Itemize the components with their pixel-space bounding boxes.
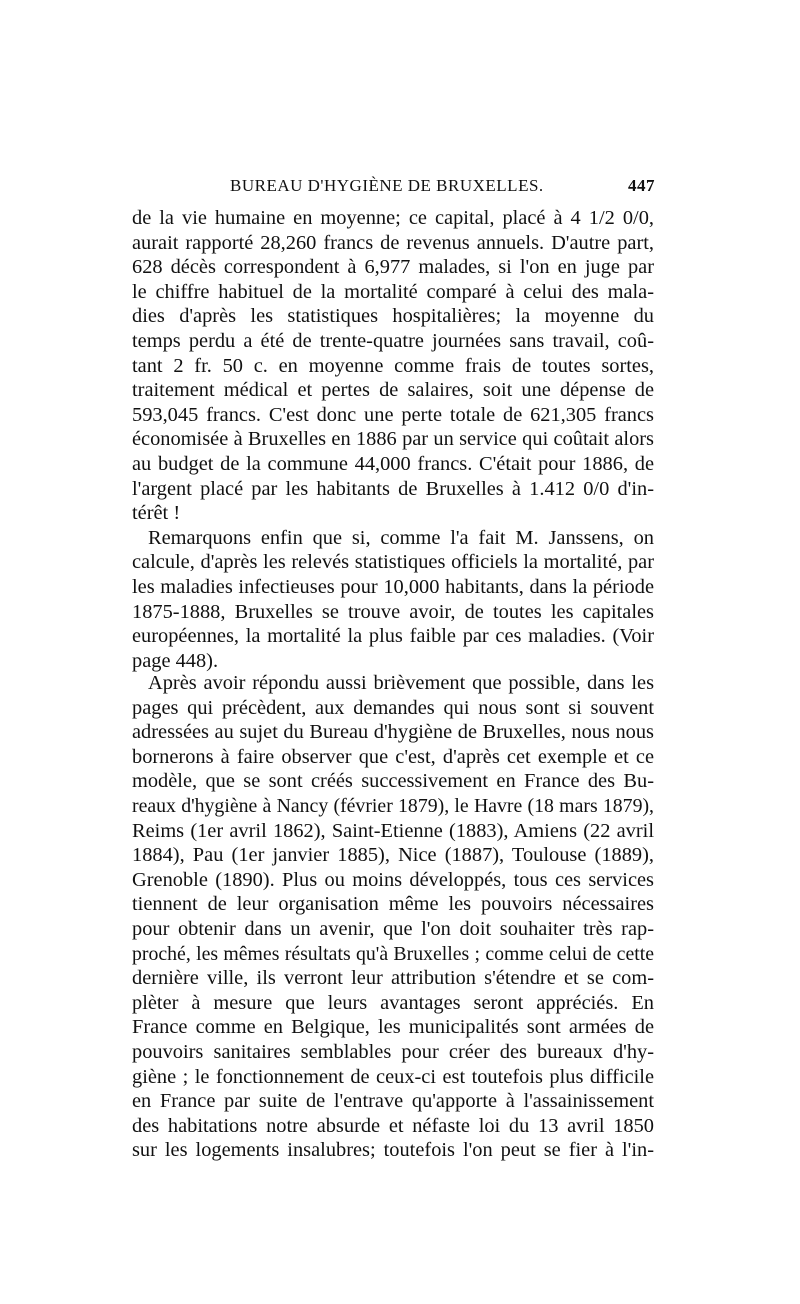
text-line: traitement médical et pertes de salaires, soit une dépense de — [132, 379, 654, 402]
text-line: bornerons à faire observer que c'est, d'après cet exemple et ce — [132, 745, 654, 768]
text-line: en France par suite de l'entrave qu'apporte à l'assainissement — [132, 1090, 654, 1113]
text-line: des habitations notre absurde et néfaste loi du 13 avril 1850 — [132, 1114, 654, 1137]
text-line: de la vie humaine en moyenne; ce capital, placé à 4 1/2 0/0, — [132, 207, 654, 229]
running-head — [132, 176, 657, 202]
text-line: dies d'après les statistiques hospitalières; la moyenne du — [132, 305, 654, 328]
running-head-title: BUREAU D'HYGIÈNE DE BRUXELLES. — [230, 176, 544, 195]
text-line: les maladies infectieuses pour 10,000 habitants, dans la période — [132, 575, 654, 598]
text-block-bottom — [132, 671, 654, 1163]
text-line: 593,045 francs. C'est donc une perte totale de 621,305 francs — [132, 403, 654, 426]
text-line: aurait rapporté 28,260 francs de revenus annuels. D'autre part, — [132, 231, 654, 254]
text-line: dernière ville, ils verront leur attribution s'étendre et se com- — [132, 967, 654, 990]
text-line: le chiffre habituel de la mortalité comparé à celui des mala- — [132, 280, 654, 303]
text-line: Reims (1er avril 1862), Saint-Etienne (1883), Amiens (22 avril — [132, 819, 654, 842]
text-line: giène ; le fonctionnement de ceux-ci est toutefois plus difficile — [132, 1065, 654, 1088]
text-line: pour obtenir dans un avenir, que l'on doit souhaiter très rap- — [132, 917, 654, 940]
page-number: 447 — [628, 176, 655, 195]
text-line: 628 décès correspondent à 6,977 malades, si l'on en juge par — [132, 256, 654, 279]
text-line: France comme en Belgique, les municipalités sont armées de — [132, 1016, 654, 1039]
text-line: térêt ! — [132, 502, 181, 525]
text-line: tiennent de leur organisation même les pouvoirs nécessaires — [132, 893, 654, 916]
paragraph-1 — [132, 206, 654, 526]
text-line: 1875-1888, Bruxelles se trouve avoir, de toutes les capitales — [132, 600, 654, 623]
text-line: calcule, d'après les relevés statistiques officiels la mortalité, par — [132, 551, 654, 574]
text-line: économisée à Bruxelles en 1886 par un service qui coûtait alors — [132, 428, 654, 451]
text-line: tant 2 fr. 50 c. en moyenne comme frais de toutes sortes, — [132, 354, 654, 377]
paragraph-2 — [132, 526, 654, 674]
paragraph-3 — [132, 671, 654, 1163]
text-line: modèle, que se sont créés successivement en France des Bu- — [132, 770, 654, 793]
text-line: Après avoir répondu aussi brièvement que possible, dans les — [148, 672, 654, 694]
text-line: européennes, la mortalité la plus faible par ces maladies. (Voir — [132, 625, 654, 648]
text-block-top — [132, 206, 654, 673]
text-line: plèter à mesure que leurs avantages seront appréciés. En — [132, 991, 654, 1014]
text-line: page 448). — [132, 649, 219, 672]
text-line: temps perdu a été de trente-quatre journées sans travail, coû- — [132, 329, 654, 352]
text-line: sur les logements insalubres; toutefois l'on peut se fier à l'in- — [132, 1139, 654, 1162]
text-line: pouvoirs sanitaires semblables pour créer des bureaux d'hy- — [132, 1040, 654, 1063]
text-line: au budget de la commune 44,000 francs. C'était pour 1886, de — [132, 452, 654, 475]
text-line: reaux d'hygiène à Nancy (février 1879), le Havre (18 mars 1879), — [132, 794, 654, 817]
text-line: Grenoble (1890). Plus ou moins développés, tous ces services — [132, 868, 654, 891]
text-line: Remarquons enfin que si, comme l'a fait M. Janssens, on — [148, 526, 654, 549]
text-line: 1884), Pau (1er janvier 1885), Nice (1887), Toulouse (1889), — [132, 844, 654, 867]
text-line: pages qui précèdent, aux demandes qui nous sont si souvent — [132, 696, 654, 719]
text-line: proché, les mêmes résultats qu'à Bruxelles ; comme celui de cette — [132, 942, 654, 965]
text-line: l'argent placé par les habitants de Bruxelles à 1.412 0/0 d'in- — [132, 477, 654, 500]
text-line: adressées au sujet du Bureau d'hygiène de Bruxelles, nous nous — [132, 721, 654, 744]
